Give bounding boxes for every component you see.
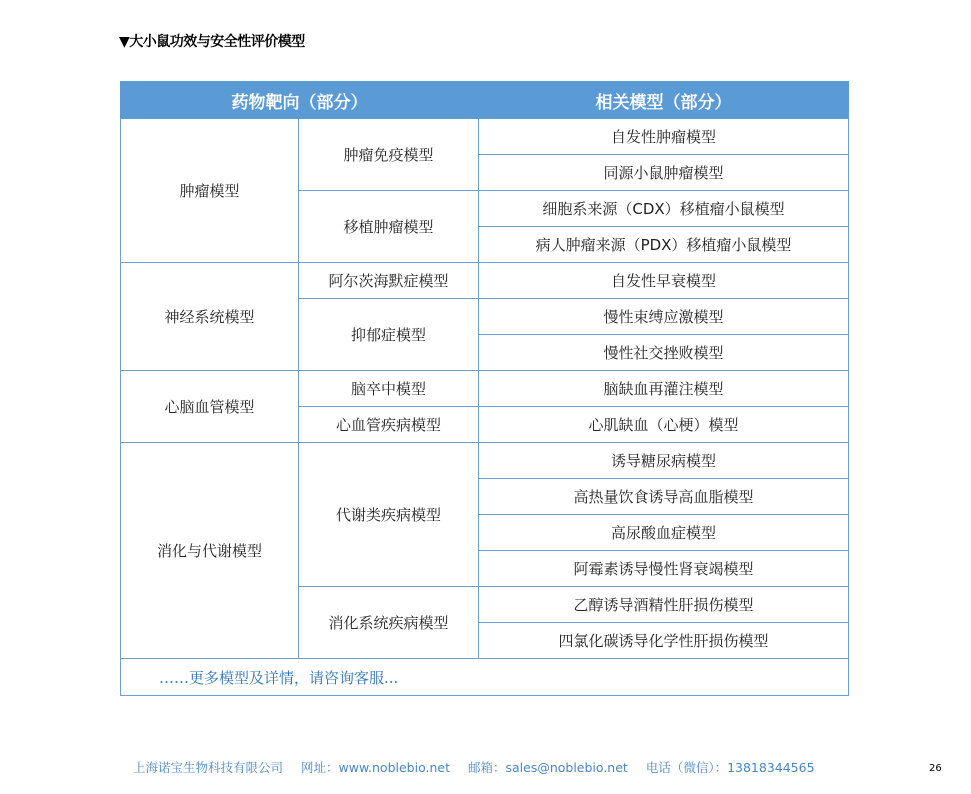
header-drug-target: 药物靶向（部分） [121, 82, 479, 119]
model-cell: 高热量饮食诱导高血脂模型 [479, 479, 849, 515]
page-number: 26 [929, 763, 942, 774]
model-cell: 高尿酸血症模型 [479, 515, 849, 551]
model-cell: 病人肿瘤来源（PDX）移植瘤小鼠模型 [479, 227, 849, 263]
category-cell: 神经系统模型 [121, 263, 299, 371]
model-cell: 阿霉素诱导慢性肾衰竭模型 [479, 551, 849, 587]
category-cell: 心脑血管模型 [121, 371, 299, 443]
subcategory-cell: 心血管疾病模型 [299, 407, 479, 443]
footer [133, 758, 829, 776]
footer-email[interactable]: 邮箱：sales@noblebio.net [467, 760, 628, 775]
model-cell: 慢性束缚应激模型 [479, 299, 849, 335]
subcategory-cell: 脑卒中模型 [299, 371, 479, 407]
subcategory-cell: 肿瘤免疫模型 [299, 119, 479, 191]
category-cell: 肿瘤模型 [121, 119, 299, 263]
model-cell: 心肌缺血（心梗）模型 [479, 407, 849, 443]
model-cell: 同源小鼠肿瘤模型 [479, 155, 849, 191]
table-row [121, 263, 849, 299]
table-row [121, 119, 849, 155]
table-header-row [121, 82, 849, 119]
model-cell: 乙醇诱导酒精性肝损伤模型 [479, 587, 849, 623]
model-cell: 细胞系来源（CDX）移植瘤小鼠模型 [479, 191, 849, 227]
model-cell: 脑缺血再灌注模型 [479, 371, 849, 407]
table-row [121, 659, 849, 696]
subcategory-cell: 抑郁症模型 [299, 299, 479, 371]
footer-website[interactable]: 网址：www.noblebio.net [301, 760, 450, 775]
models-table [120, 81, 849, 696]
footer-phone: 电话（微信）：13818344565 [645, 760, 815, 775]
section-title: ▼大小鼠功效与安全性评价模型 [119, 34, 305, 50]
subcategory-cell: 移植肿瘤模型 [299, 191, 479, 263]
category-cell: 消化与代谢模型 [121, 443, 299, 659]
subcategory-cell: 消化系统疾病模型 [299, 587, 479, 659]
table-row [121, 371, 849, 407]
model-cell: 自发性早衰模型 [479, 263, 849, 299]
footer-company: 上海诺宝生物科技有限公司 [133, 760, 284, 775]
subcategory-cell: 代谢类疾病模型 [299, 443, 479, 587]
header-related-models: 相关模型（部分） [479, 82, 849, 119]
subcategory-cell: 阿尔茨海默症模型 [299, 263, 479, 299]
model-cell: 慢性社交挫败模型 [479, 335, 849, 371]
table-row [121, 443, 849, 479]
model-cell: 自发性肿瘤模型 [479, 119, 849, 155]
model-cell: 四氯化碳诱导化学性肝损伤模型 [479, 623, 849, 659]
model-cell: 诱导糖尿病模型 [479, 443, 849, 479]
more-models-link[interactable]: ……更多模型及详情，请咨询客服... [121, 659, 849, 696]
